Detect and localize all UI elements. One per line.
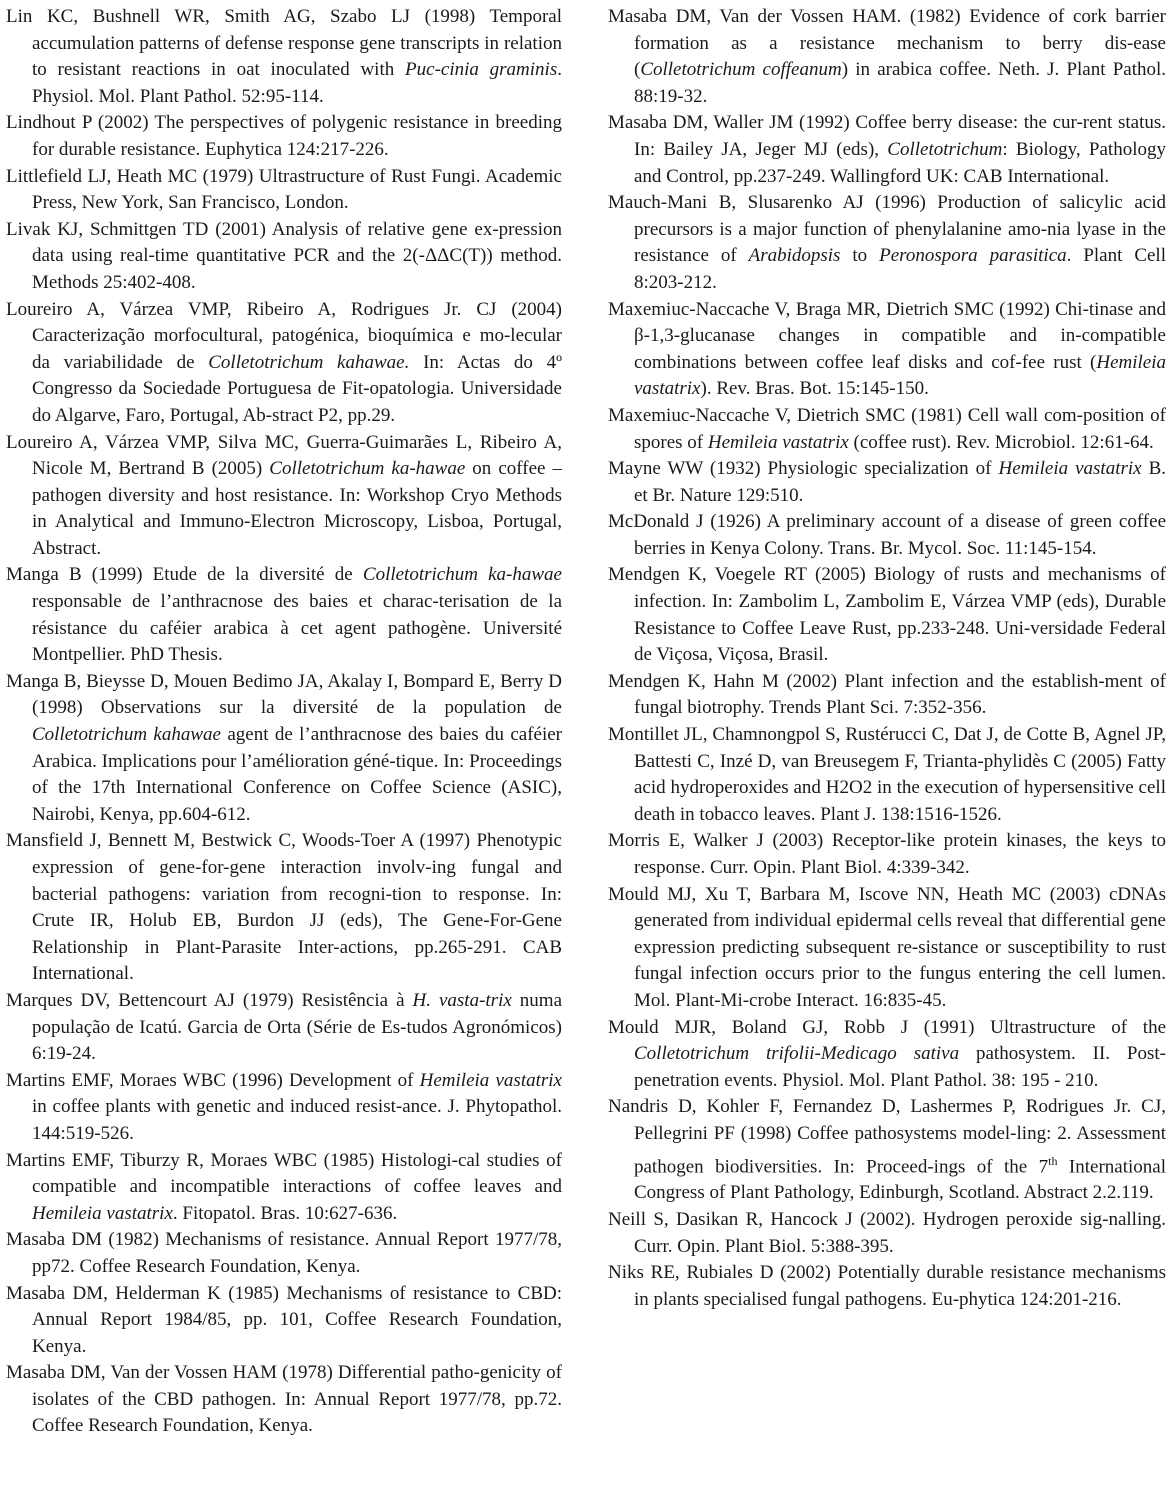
- reference-entry: Nandris D, Kohler F, Fernandez D, Lashermes P, Rodrigues Jr. CJ, Pellegrini PF (1998) Coffee pathosystems model-ling: 2. Assessment pathogen biodiversities. In: Proceed-ings of the 7th International Congress of Plant Pathology, Edinburgh, Scotland. Abstract 2.2.119.: [608, 1096, 1166, 1204]
- reference-entry: Mayne WW (1932) Physiologic specialization of Hemileia vastatrix B. et Br. Nature 129:510.: [608, 458, 1166, 506]
- reference-entry: Niks RE, Rubiales D (2002) Potentially durable resistance mechanisms in plants specialised fungal pathogens. Eu-phytica 124:201-216.: [608, 1262, 1166, 1310]
- italic-term: Peronospora parasitica: [879, 245, 1067, 267]
- reference-entry: Martins EMF, Tiburzy R, Moraes WBC (1985) Histologi-cal studies of compatible and incompatible interactions of coffee leaves and Hemileia vastatrix. Fitopatol. Bras. 10:627-636.: [6, 1149, 562, 1224]
- reference-entry: Mauch-Mani B, Slusarenko AJ (1996) Production of salicylic acid precursors is a major function of phenylalanine amo-nia lyase in the resistance of Arabidopsis to Peronospora parasitica. Plant Cell 8:203-212.: [608, 192, 1166, 293]
- reference-entry: Masaba DM (1982) Mechanisms of resistance. Annual Report 1977/78, pp72. Coffee Research Foundation, Kenya.: [6, 1229, 562, 1277]
- reference-entry: Loureiro A, Várzea VMP, Silva MC, Guerra-Guimarães L, Ribeiro A, Nicole M, Bertrand B (2005) Colletotrichum ka-hawae on coffee – pathogen diversity and host resistance. In: Workshop Cryo Methods in Analytical and Immuno-Electron Microscopy, Lisboa, Portugal, Abstract.: [6, 431, 562, 559]
- italic-term: Colletotrichum kahawae: [32, 724, 221, 746]
- italic-term: Hemileia vastatrix: [634, 351, 1166, 400]
- italic-term: Colletotrichum ka-hawae: [269, 458, 466, 480]
- reference-entry: Morris E, Walker J (2003) Receptor-like protein kinases, the keys to response. Curr. Opin. Plant Biol. 4:339-342.: [608, 830, 1166, 878]
- reference-entry: Manga B, Bieysse D, Mouen Bedimo JA, Akalay I, Bompard E, Berry D (1998) Observations sur la diversité de la population de Colletotrichum kahawae agent de l’anthracnose des baies du caféier Arabica. Implications pour l’amélioration géné-tique. In: Proceedings of the 17th International Conference on Coffee Science (ASIC), Nairobi, Kenya, pp.604-612.: [6, 670, 563, 825]
- reference-entry: Mendgen K, Hahn M (2002) Plant infection and the establish-ment of fungal biotrophy. Trends Plant Sci. 7:352-356.: [608, 670, 1166, 719]
- reference-column-right: [608, 4, 1166, 1313]
- reference-entry: Mould MJ, Xu T, Barbara M, Iscove NN, Heath MC (2003) cDNAs generated from individual epidermal cells reveal that differential gene expression predicting subsequent re-sistance or susceptibility to rust fungal infection occurs prior to the fungus entering the cell lumen. Mol. Plant-Mi-crobe Interact. 16:835-45.: [608, 883, 1166, 1011]
- reference-entry: Lin KC, Bushnell WR, Smith AG, Szabo LJ (1998) Temporal accumulation patterns of defense response gene transcripts in relation to resistant reactions in oat inoculated with Puc-cinia graminis. Physiol. Mol. Plant Pathol. 52:95-114.: [6, 6, 562, 107]
- reference-entry: Littlefield LJ, Heath MC (1979) Ultrastructure of Rust Fungi. Academic Press, New York, San Francisco, London.: [6, 165, 562, 214]
- reference-entry: Mansfield J, Bennett M, Bestwick C, Woods-Toer A (1997) Phenotypic expression of gene-for-gene interaction involv-ing fungal and bacterial pathogens: variation from recogni-tion to response. In: Crute IR, Holub EB, Burdon JJ (eds), The Gene-For-Gene Relationship in Plant-Parasite Inter-actions, pp.265-291. CAB International.: [6, 830, 562, 985]
- italic-term: Puc-cinia graminis: [405, 59, 558, 81]
- reference-entry: Loureiro A, Várzea VMP, Ribeiro A, Rodrigues Jr. CJ (2004) Caracterização morfocultural, patogénica, bioquímica e mo-lecular da variabilidade de Colletotrichum kahawae. In: Actas do 4º Congresso da Sociedade Portuguesa de Fit-opatologia. Universidade do Algarve, Faro, Portugal, Ab-stract P2, pp.29.: [6, 298, 562, 426]
- italic-term: Arabidopsis: [748, 245, 841, 267]
- reference-entry: Maxemiuc-Naccache V, Dietrich SMC (1981) Cell wall com-position of spores of Hemileia vastatrix (coffee rust). Rev. Microbiol. 12:61-64.: [608, 404, 1166, 453]
- reference-entry: Masaba DM, Van der Vossen HAM. (1982) Evidence of cork barrier formation as a resistance mechanism to berry dis-ease (Colletotrichum coffeanum) in arabica coffee. Neth. J. Plant Pathol. 88:19-32.: [608, 6, 1167, 107]
- reference-entry: Martins EMF, Moraes WBC (1996) Development of Hemileia vastatrix in coffee plants with genetic and induced resist-ance. J. Phytopathol. 144:519-526.: [6, 1069, 562, 1144]
- reference-entry: Mendgen K, Voegele RT (2005) Biology of rusts and mechanisms of infection. In: Zambolim L, Zambolim E, Várzea VMP (eds), Durable Resistance to Coffee Leave Rust, pp.233-248. Uni-versidade Federal de Viçosa, Viçosa, Brasil.: [608, 564, 1166, 666]
- italic-term: Hemileia vastatrix: [32, 1202, 173, 1224]
- reference-entry: McDonald J (1926) A preliminary account of a disease of green coffee berries in Kenya Colony. Trans. Br. Mycol. Soc. 11:145-154.: [608, 511, 1166, 559]
- reference-entry: Masaba DM, Waller JM (1992) Coffee berry disease: the cur-rent status. In: Bailey JA, Jeger MJ (eds), Colletotrichum: Biology, Pathology and Control, pp.237-249. Wallingford UK: CAB International.: [608, 112, 1166, 187]
- reference-entry: Montillet JL, Chamnongpol S, Rustérucci C, Dat J, de Cotte B, Agnel JP, Battesti C, Inzé D, van Breusegem F, Trianta-phylidès C (2005) Fatty acid hydroperoxides and H2O2 in the execution of hypersensitive cell death in tobacco leaves. Plant J. 138:1516-1526.: [608, 724, 1166, 825]
- italic-term: Colletotrichum trifolii-Medicago sativa: [634, 1043, 960, 1065]
- superscript: th: [1048, 1153, 1058, 1168]
- reference-entry: Masaba DM, Helderman K (1985) Mechanisms of resistance to CBD: Annual Report 1984/85, pp. 101, Coffee Research Foundation, Kenya.: [6, 1282, 562, 1357]
- italic-term: Colletotrichum ka-hawae: [362, 564, 562, 586]
- reference-entry: Mould MJR, Boland GJ, Robb J (1991) Ultrastructure of the Colletotrichum trifolii-Medicago sativa pathosystem. II. Post-penetration events. Physiol. Mol. Plant Pathol. 38: 195 - 210.: [608, 1016, 1166, 1091]
- italic-term: Colletotrichum: [887, 138, 1003, 160]
- reference-entry: Neill S, Dasikan R, Hancock J (2002). Hydrogen peroxide sig-nalling. Curr. Opin. Plant Biol. 5:388-395.: [608, 1209, 1166, 1257]
- reference-entry: Maxemiuc-Naccache V, Braga MR, Dietrich SMC (1992) Chi-tinase and β-1,3-glucanase changes in compatible and in-compatible combinations between coffee leaf disks and cof-fee rust (Hemileia vastatrix). Rev. Bras. Bot. 15:145-150.: [608, 298, 1166, 400]
- reference-entry: Marques DV, Bettencourt AJ (1979) Resistência à H. vasta-trix numa população de Icatú. Garcia de Orta (Série de Es-tudos Agronómicos) 6:19-24.: [6, 989, 563, 1065]
- reference-entry: Lindhout P (2002) The perspectives of polygenic resistance in breeding for durable resistance. Euphytica 124:217-226.: [6, 112, 562, 160]
- reference-entry: Masaba DM, Van der Vossen HAM (1978) Differential patho-genicity of isolates of the CBD pathogen. In: Annual Report 1977/78, pp.72. Coffee Research Foundation, Kenya.: [6, 1362, 562, 1437]
- italic-term: Hemileia vastatrix: [998, 458, 1142, 480]
- reference-entry: Manga B (1999) Etude de la diversité de Colletotrichum ka-hawae responsable de l’anthracnose des baies et charac-terisation de la résistance du caféier arabica à cet agent pathogène. Université Montpellier. PhD Thesis.: [6, 564, 562, 666]
- italic-term: Hemileia vastatrix: [707, 431, 849, 453]
- italic-term: Colletotrichum coffeanum: [640, 59, 842, 81]
- reference-entry: Livak KJ, Schmittgen TD (2001) Analysis of relative gene ex-pression data using real-time quantitative PCR and the 2(-ΔΔC(T)) method. Methods 25:402-408.: [6, 218, 562, 293]
- italic-term: H. vasta-trix: [412, 989, 512, 1011]
- italic-term: Hemileia vastatrix: [419, 1069, 562, 1091]
- italic-term: Colletotrichum kahawae.: [208, 351, 410, 373]
- reference-column-left: [6, 4, 562, 1440]
